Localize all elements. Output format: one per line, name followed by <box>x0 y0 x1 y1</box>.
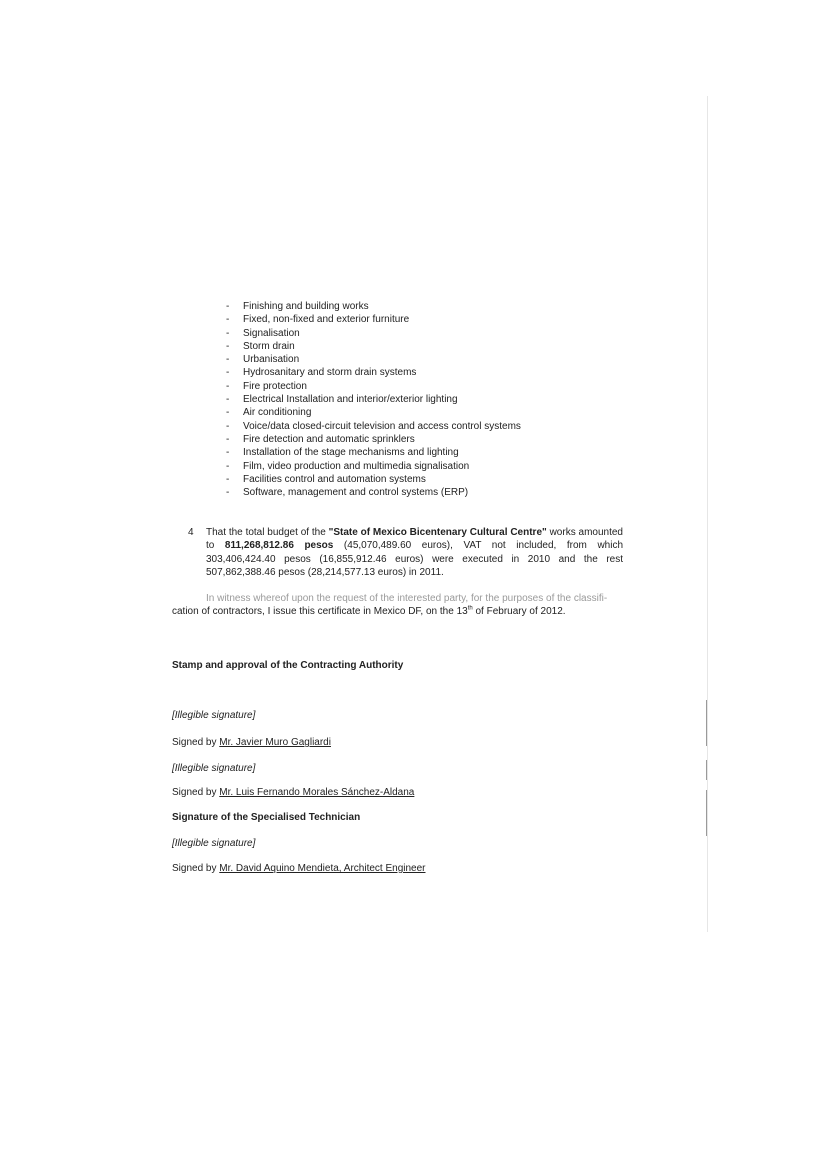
signed-by-label: Signed by <box>172 737 220 748</box>
list-item-text: Fire protection <box>243 380 307 392</box>
illegible-signature-3: [Illegible signature] <box>172 838 256 849</box>
list-bullet: - <box>226 447 230 459</box>
budget-text-b: works amounted to <box>206 527 623 552</box>
list-bullet: - <box>226 367 230 379</box>
list-item <box>226 353 521 366</box>
list-bullet: - <box>226 407 230 419</box>
list-item-text: Fire detection and automatic sprinklers <box>243 433 415 445</box>
signed-by-label: Signed by <box>172 863 220 874</box>
list-item-text: Fixed, non-fixed and exterior furniture <box>243 314 410 326</box>
list-item <box>226 327 521 340</box>
list-bullet: - <box>226 327 230 339</box>
list-bullet: - <box>226 380 230 392</box>
list-item-text: Storm drain <box>243 340 295 352</box>
list-item <box>226 380 521 393</box>
list-bullet: - <box>226 487 230 499</box>
list-item <box>226 366 521 379</box>
list-item-text: Facilities control and automation systems <box>243 473 426 485</box>
list-bullet: - <box>226 460 230 472</box>
witness-date-end: of February of 2012. <box>472 606 566 618</box>
illegible-signature-1: [Illegible signature] <box>172 710 256 721</box>
budget-text-c: (45,070,489.60 euros), VAT not included, from which 303,406,424.40 pesos (16,855,912.46 euros) were executed in 2010 and the rest 507,862,388.46 pesos (28,214,577.13 euros) in 2011. <box>206 540 624 578</box>
signed-by-label: Signed by <box>172 787 220 798</box>
signed-by-line-3 <box>172 863 426 874</box>
list-item-text: Electrical Installation and interior/exterior lighting <box>243 394 458 406</box>
list-item <box>226 433 521 446</box>
budget-text-a: That the total budget of the <box>206 527 329 538</box>
list-item-text: Hydrosanitary and storm drain systems <box>243 367 417 379</box>
list-item-text: Signalisation <box>243 327 300 339</box>
list-item <box>226 420 521 433</box>
list-item-text: Finishing and building works <box>243 301 369 312</box>
date-superscript: th <box>467 605 473 612</box>
list-bullet: - <box>226 433 230 445</box>
stamp-heading: Stamp and approval of the Contracting Authority <box>172 660 404 671</box>
list-item <box>226 313 521 326</box>
signer-name-2: Mr. Luis Fernando Morales Sánchez-Aldana <box>219 787 415 798</box>
witness-faded-text: In witness whereof upon the request of the interested party, for the purposes of the classifi- <box>206 593 608 604</box>
witness-text: cation of contractors, I issue this certificate in Mexico DF, on the 13 <box>172 606 468 618</box>
page-edge-mark <box>706 790 707 836</box>
page-edge-mark <box>706 700 707 746</box>
list-item <box>226 393 521 406</box>
list-bullet: - <box>226 420 230 432</box>
page-edge-mark <box>706 760 707 780</box>
list-bullet: - <box>226 354 230 366</box>
list-bullet: - <box>226 301 230 312</box>
list-item-text: Voice/data closed-circuit television and access control systems <box>243 420 521 432</box>
list-item <box>226 446 521 459</box>
list-item <box>226 300 521 313</box>
budget-paragraph-text <box>206 526 623 579</box>
list-bullet: - <box>226 314 230 326</box>
list-item-text: Urbanisation <box>243 354 300 366</box>
signer-name-1: Mr. Javier Muro Gagliardi <box>219 737 331 748</box>
works-list <box>226 300 521 499</box>
budget-paragraph <box>188 526 623 579</box>
list-item-text: Software, management and control systems (ERP) <box>243 487 469 499</box>
list-item <box>226 340 521 353</box>
project-name: "State of Mexico Bicentenary Cultural Centre" <box>328 527 547 538</box>
paragraph-number: 4 <box>188 527 194 538</box>
page-edge-line <box>707 96 708 932</box>
signer-name-3: Mr. David Aquino Mendieta, Architect Engineer <box>219 863 426 874</box>
list-item <box>226 406 521 419</box>
list-bullet: - <box>226 340 230 352</box>
list-item-text: Installation of the stage mechanisms and lighting <box>243 447 459 459</box>
list-item <box>226 473 521 486</box>
list-item-text: Film, video production and multimedia signalisation <box>243 460 470 472</box>
technician-heading: Signature of the Specialised Technician <box>172 812 361 823</box>
list-item-text: Air conditioning <box>243 407 312 419</box>
list-item <box>226 460 521 473</box>
illegible-signature-2: [Illegible signature] <box>172 763 256 774</box>
signed-by-line-1 <box>172 737 331 748</box>
list-bullet: - <box>226 394 230 406</box>
total-amount: 811,268,812.86 pesos <box>224 540 334 552</box>
list-item <box>226 486 521 499</box>
signed-by-line-2 <box>172 787 414 798</box>
witness-paragraph <box>172 592 624 619</box>
list-bullet: - <box>226 473 230 485</box>
